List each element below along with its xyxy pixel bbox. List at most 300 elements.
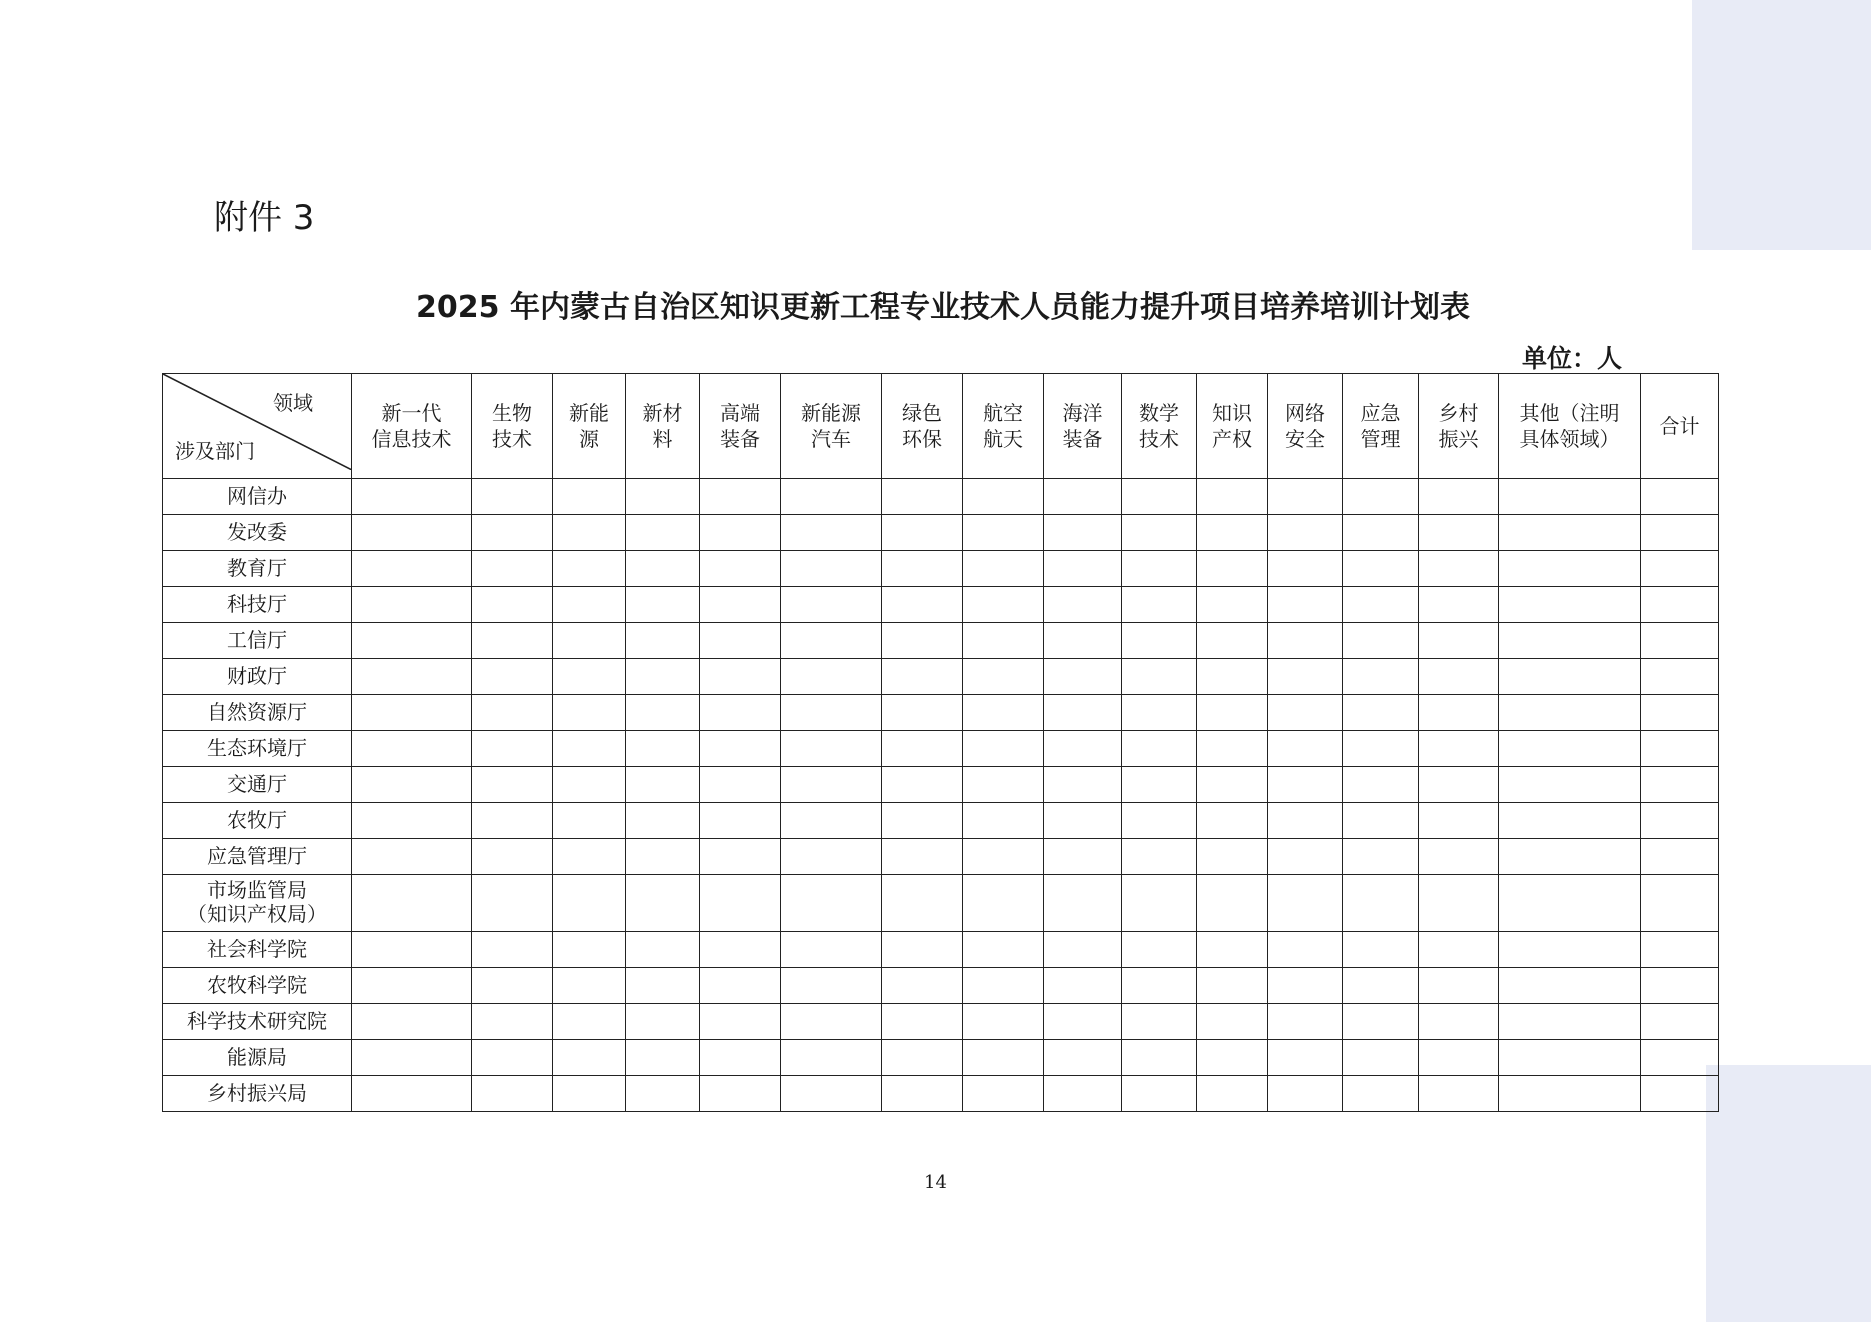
value-cell[interactable] xyxy=(1641,695,1719,731)
value-cell[interactable] xyxy=(472,839,553,875)
value-cell[interactable] xyxy=(700,479,781,515)
value-cell[interactable] xyxy=(553,1004,626,1040)
value-cell[interactable] xyxy=(1197,839,1268,875)
value-cell[interactable] xyxy=(1044,515,1122,551)
value-cell[interactable] xyxy=(1197,1004,1268,1040)
value-cell[interactable] xyxy=(1268,587,1343,623)
value-cell[interactable] xyxy=(1122,623,1197,659)
value-cell[interactable] xyxy=(1641,803,1719,839)
value-cell[interactable] xyxy=(882,803,963,839)
department-cell: 教育厅 xyxy=(163,551,352,587)
value-cell[interactable] xyxy=(963,1040,1044,1076)
value-cell[interactable] xyxy=(1499,479,1641,515)
attachment-label: 附件 3 xyxy=(214,198,315,238)
value-cell[interactable] xyxy=(352,767,472,803)
value-cell[interactable] xyxy=(1268,767,1343,803)
value-cell[interactable] xyxy=(472,515,553,551)
value-cell[interactable] xyxy=(700,623,781,659)
value-cell[interactable] xyxy=(1122,875,1197,932)
value-cell[interactable] xyxy=(1641,839,1719,875)
value-cell[interactable] xyxy=(1122,803,1197,839)
value-cell[interactable] xyxy=(352,587,472,623)
value-cell[interactable] xyxy=(882,551,963,587)
value-cell[interactable] xyxy=(1197,731,1268,767)
value-cell[interactable] xyxy=(1268,731,1343,767)
table-row xyxy=(163,1040,1719,1076)
value-cell[interactable] xyxy=(1343,695,1419,731)
value-cell[interactable] xyxy=(882,1040,963,1076)
value-cell[interactable] xyxy=(1343,515,1419,551)
value-cell[interactable] xyxy=(553,875,626,932)
value-cell[interactable] xyxy=(1641,968,1719,1004)
column-header: 新一代 信息技术 xyxy=(352,374,472,479)
value-cell[interactable] xyxy=(882,875,963,932)
value-cell[interactable] xyxy=(1641,659,1719,695)
value-cell[interactable] xyxy=(1044,695,1122,731)
value-cell[interactable] xyxy=(1499,803,1641,839)
value-cell[interactable] xyxy=(626,587,700,623)
value-cell[interactable] xyxy=(700,875,781,932)
value-cell[interactable] xyxy=(963,839,1044,875)
value-cell[interactable] xyxy=(781,1040,882,1076)
value-cell[interactable] xyxy=(1419,767,1499,803)
value-cell[interactable] xyxy=(1499,659,1641,695)
value-cell[interactable] xyxy=(963,968,1044,1004)
value-cell[interactable] xyxy=(963,803,1044,839)
table-row xyxy=(163,767,1719,803)
value-cell[interactable] xyxy=(700,731,781,767)
value-cell[interactable] xyxy=(553,551,626,587)
value-cell[interactable] xyxy=(472,767,553,803)
value-cell[interactable] xyxy=(352,695,472,731)
column-header: 合计 xyxy=(1641,374,1719,479)
value-cell[interactable] xyxy=(626,551,700,587)
value-cell[interactable] xyxy=(1343,932,1419,968)
value-cell[interactable] xyxy=(553,587,626,623)
value-cell[interactable] xyxy=(1499,1076,1641,1112)
value-cell[interactable] xyxy=(882,1004,963,1040)
value-cell[interactable] xyxy=(626,839,700,875)
value-cell[interactable] xyxy=(352,1076,472,1112)
value-cell[interactable] xyxy=(1122,839,1197,875)
value-cell[interactable] xyxy=(352,1004,472,1040)
value-cell[interactable] xyxy=(1641,587,1719,623)
value-cell[interactable] xyxy=(1419,875,1499,932)
value-cell[interactable] xyxy=(1197,659,1268,695)
value-cell[interactable] xyxy=(963,623,1044,659)
column-header: 新能源 汽车 xyxy=(781,374,882,479)
value-cell[interactable] xyxy=(472,875,553,932)
value-cell[interactable] xyxy=(781,731,882,767)
value-cell[interactable] xyxy=(1044,875,1122,932)
value-cell[interactable] xyxy=(553,932,626,968)
value-cell[interactable] xyxy=(553,479,626,515)
value-cell[interactable] xyxy=(1641,932,1719,968)
value-cell[interactable] xyxy=(781,695,882,731)
value-cell[interactable] xyxy=(1268,1004,1343,1040)
value-cell[interactable] xyxy=(1343,731,1419,767)
value-cell[interactable] xyxy=(472,1076,553,1112)
value-cell[interactable] xyxy=(472,731,553,767)
value-cell[interactable] xyxy=(352,731,472,767)
value-cell[interactable] xyxy=(553,515,626,551)
column-header: 绿色 环保 xyxy=(882,374,963,479)
department-cell: 生态环境厅 xyxy=(163,731,352,767)
value-cell[interactable] xyxy=(1268,479,1343,515)
value-cell[interactable] xyxy=(882,695,963,731)
value-cell[interactable] xyxy=(1122,932,1197,968)
value-cell[interactable] xyxy=(1419,1076,1499,1112)
value-cell[interactable] xyxy=(963,659,1044,695)
value-cell[interactable] xyxy=(1268,875,1343,932)
value-cell[interactable] xyxy=(700,932,781,968)
value-cell[interactable] xyxy=(700,659,781,695)
table-row xyxy=(163,803,1719,839)
value-cell[interactable] xyxy=(1197,932,1268,968)
column-header: 新能 源 xyxy=(553,374,626,479)
value-cell[interactable] xyxy=(626,875,700,932)
scan-shadow-bottom-right xyxy=(1706,1065,1871,1322)
value-cell[interactable] xyxy=(1641,1004,1719,1040)
value-cell[interactable] xyxy=(352,551,472,587)
value-cell[interactable] xyxy=(700,968,781,1004)
value-cell[interactable] xyxy=(781,587,882,623)
value-cell[interactable] xyxy=(700,695,781,731)
value-cell[interactable] xyxy=(472,659,553,695)
value-cell[interactable] xyxy=(1499,731,1641,767)
value-cell[interactable] xyxy=(1044,803,1122,839)
value-cell[interactable] xyxy=(626,623,700,659)
value-cell[interactable] xyxy=(781,1004,882,1040)
value-cell[interactable] xyxy=(1343,659,1419,695)
value-cell[interactable] xyxy=(472,623,553,659)
value-cell[interactable] xyxy=(1343,551,1419,587)
value-cell[interactable] xyxy=(781,1076,882,1112)
value-cell[interactable] xyxy=(1122,1040,1197,1076)
value-cell[interactable] xyxy=(352,623,472,659)
value-cell[interactable] xyxy=(626,1040,700,1076)
value-cell[interactable] xyxy=(1268,695,1343,731)
value-cell[interactable] xyxy=(781,515,882,551)
value-cell[interactable] xyxy=(472,1004,553,1040)
corner-header-cell xyxy=(163,374,352,479)
value-cell[interactable] xyxy=(1499,515,1641,551)
value-cell[interactable] xyxy=(1499,767,1641,803)
value-cell[interactable] xyxy=(1268,968,1343,1004)
value-cell[interactable] xyxy=(626,659,700,695)
value-cell[interactable] xyxy=(882,767,963,803)
value-cell[interactable] xyxy=(472,551,553,587)
value-cell[interactable] xyxy=(1122,968,1197,1004)
value-cell[interactable] xyxy=(1197,875,1268,932)
value-cell[interactable] xyxy=(1044,551,1122,587)
value-cell[interactable] xyxy=(1343,875,1419,932)
value-cell[interactable] xyxy=(882,968,963,1004)
value-cell[interactable] xyxy=(472,932,553,968)
value-cell[interactable] xyxy=(781,479,882,515)
value-cell[interactable] xyxy=(553,731,626,767)
value-cell[interactable] xyxy=(1419,515,1499,551)
value-cell[interactable] xyxy=(963,515,1044,551)
value-cell[interactable] xyxy=(963,932,1044,968)
value-cell[interactable] xyxy=(1641,875,1719,932)
table-row xyxy=(163,659,1719,695)
value-cell[interactable] xyxy=(1044,587,1122,623)
value-cell[interactable] xyxy=(1122,731,1197,767)
value-cell[interactable] xyxy=(882,1076,963,1112)
value-cell[interactable] xyxy=(963,1076,1044,1112)
value-cell[interactable] xyxy=(626,731,700,767)
value-cell[interactable] xyxy=(1197,479,1268,515)
value-cell[interactable] xyxy=(1641,731,1719,767)
value-cell[interactable] xyxy=(1499,839,1641,875)
department-cell: 农牧厅 xyxy=(163,803,352,839)
value-cell[interactable] xyxy=(1268,623,1343,659)
value-cell[interactable] xyxy=(1044,968,1122,1004)
value-cell[interactable] xyxy=(553,803,626,839)
value-cell[interactable] xyxy=(626,1076,700,1112)
value-cell[interactable] xyxy=(1197,587,1268,623)
department-cell: 自然资源厅 xyxy=(163,695,352,731)
value-cell[interactable] xyxy=(781,623,882,659)
value-cell[interactable] xyxy=(1641,515,1719,551)
value-cell[interactable] xyxy=(781,659,882,695)
value-cell[interactable] xyxy=(352,659,472,695)
value-cell[interactable] xyxy=(1343,1004,1419,1040)
value-cell[interactable] xyxy=(1499,587,1641,623)
value-cell[interactable] xyxy=(1122,515,1197,551)
value-cell[interactable] xyxy=(700,1004,781,1040)
value-cell[interactable] xyxy=(882,623,963,659)
value-cell[interactable] xyxy=(882,479,963,515)
value-cell[interactable] xyxy=(553,623,626,659)
value-cell[interactable] xyxy=(1268,659,1343,695)
value-cell[interactable] xyxy=(1419,1004,1499,1040)
value-cell[interactable] xyxy=(1122,1004,1197,1040)
value-cell[interactable] xyxy=(352,515,472,551)
value-cell[interactable] xyxy=(553,767,626,803)
value-cell[interactable] xyxy=(963,767,1044,803)
value-cell[interactable] xyxy=(882,839,963,875)
value-cell[interactable] xyxy=(963,1004,1044,1040)
value-cell[interactable] xyxy=(1044,1076,1122,1112)
value-cell[interactable] xyxy=(1419,551,1499,587)
value-cell[interactable] xyxy=(1044,932,1122,968)
value-cell[interactable] xyxy=(963,695,1044,731)
value-cell[interactable] xyxy=(1499,551,1641,587)
value-cell[interactable] xyxy=(1197,623,1268,659)
value-cell[interactable] xyxy=(1641,623,1719,659)
value-cell[interactable] xyxy=(1343,587,1419,623)
value-cell[interactable] xyxy=(1122,1076,1197,1112)
value-cell[interactable] xyxy=(1268,1040,1343,1076)
value-cell[interactable] xyxy=(1419,479,1499,515)
value-cell[interactable] xyxy=(781,968,882,1004)
value-cell[interactable] xyxy=(472,1040,553,1076)
unit-label: 单位：人 xyxy=(1522,344,1623,373)
value-cell[interactable] xyxy=(1044,623,1122,659)
value-cell[interactable] xyxy=(1197,1040,1268,1076)
value-cell[interactable] xyxy=(352,803,472,839)
value-cell[interactable] xyxy=(352,968,472,1004)
value-cell[interactable] xyxy=(1343,968,1419,1004)
value-cell[interactable] xyxy=(1122,695,1197,731)
value-cell[interactable] xyxy=(352,839,472,875)
value-cell[interactable] xyxy=(882,731,963,767)
column-header: 新材 料 xyxy=(626,374,700,479)
value-cell[interactable] xyxy=(1641,767,1719,803)
value-cell[interactable] xyxy=(1197,803,1268,839)
value-cell[interactable] xyxy=(1419,932,1499,968)
value-cell[interactable] xyxy=(1044,767,1122,803)
value-cell[interactable] xyxy=(882,932,963,968)
value-cell[interactable] xyxy=(1499,1040,1641,1076)
value-cell[interactable] xyxy=(1499,623,1641,659)
table-row xyxy=(163,515,1719,551)
value-cell[interactable] xyxy=(700,587,781,623)
value-cell[interactable] xyxy=(1641,1076,1719,1112)
value-cell[interactable] xyxy=(1419,1040,1499,1076)
department-cell: 交通厅 xyxy=(163,767,352,803)
value-cell[interactable] xyxy=(1122,767,1197,803)
table-row xyxy=(163,587,1719,623)
value-cell[interactable] xyxy=(1641,479,1719,515)
value-cell[interactable] xyxy=(1197,1076,1268,1112)
value-cell[interactable] xyxy=(1641,1040,1719,1076)
value-cell[interactable] xyxy=(781,839,882,875)
value-cell[interactable] xyxy=(626,695,700,731)
value-cell[interactable] xyxy=(1044,839,1122,875)
value-cell[interactable] xyxy=(352,932,472,968)
value-cell[interactable] xyxy=(1197,767,1268,803)
value-cell[interactable] xyxy=(963,479,1044,515)
value-cell[interactable] xyxy=(1499,695,1641,731)
table-row xyxy=(163,875,1719,932)
value-cell[interactable] xyxy=(1499,875,1641,932)
value-cell[interactable] xyxy=(626,932,700,968)
value-cell[interactable] xyxy=(626,515,700,551)
value-cell[interactable] xyxy=(1343,1040,1419,1076)
value-cell[interactable] xyxy=(1343,767,1419,803)
value-cell[interactable] xyxy=(1268,515,1343,551)
department-cell: 科学技术研究院 xyxy=(163,1004,352,1040)
value-cell[interactable] xyxy=(1419,803,1499,839)
value-cell[interactable] xyxy=(1268,839,1343,875)
value-cell[interactable] xyxy=(1268,551,1343,587)
value-cell[interactable] xyxy=(700,839,781,875)
value-cell[interactable] xyxy=(352,1040,472,1076)
value-cell[interactable] xyxy=(1044,659,1122,695)
value-cell[interactable] xyxy=(1343,479,1419,515)
value-cell[interactable] xyxy=(781,932,882,968)
value-cell[interactable] xyxy=(553,659,626,695)
value-cell[interactable] xyxy=(1122,551,1197,587)
value-cell[interactable] xyxy=(963,551,1044,587)
value-cell[interactable] xyxy=(1197,551,1268,587)
value-cell[interactable] xyxy=(963,587,1044,623)
value-cell[interactable] xyxy=(553,839,626,875)
value-cell[interactable] xyxy=(472,803,553,839)
value-cell[interactable] xyxy=(882,515,963,551)
value-cell[interactable] xyxy=(1419,659,1499,695)
table-row xyxy=(163,731,1719,767)
value-cell[interactable] xyxy=(1197,968,1268,1004)
value-cell[interactable] xyxy=(1044,479,1122,515)
value-cell[interactable] xyxy=(700,515,781,551)
value-cell[interactable] xyxy=(1044,1004,1122,1040)
value-cell[interactable] xyxy=(781,875,882,932)
value-cell[interactable] xyxy=(781,767,882,803)
value-cell[interactable] xyxy=(1499,932,1641,968)
value-cell[interactable] xyxy=(1419,623,1499,659)
value-cell[interactable] xyxy=(1499,968,1641,1004)
value-cell[interactable] xyxy=(1499,1004,1641,1040)
value-cell[interactable] xyxy=(626,1004,700,1040)
value-cell[interactable] xyxy=(553,968,626,1004)
value-cell[interactable] xyxy=(626,968,700,1004)
value-cell[interactable] xyxy=(963,731,1044,767)
value-cell[interactable] xyxy=(626,767,700,803)
value-cell[interactable] xyxy=(553,1040,626,1076)
value-cell[interactable] xyxy=(1641,551,1719,587)
value-cell[interactable] xyxy=(1044,731,1122,767)
value-cell[interactable] xyxy=(700,551,781,587)
table-row xyxy=(163,1076,1719,1112)
value-cell[interactable] xyxy=(472,587,553,623)
value-cell[interactable] xyxy=(1122,479,1197,515)
value-cell[interactable] xyxy=(1419,968,1499,1004)
value-cell[interactable] xyxy=(1343,623,1419,659)
value-cell[interactable] xyxy=(352,875,472,932)
value-cell[interactable] xyxy=(1419,731,1499,767)
value-cell[interactable] xyxy=(352,479,472,515)
value-cell[interactable] xyxy=(1419,587,1499,623)
value-cell[interactable] xyxy=(553,695,626,731)
value-cell[interactable] xyxy=(1044,1040,1122,1076)
value-cell[interactable] xyxy=(700,1040,781,1076)
value-cell[interactable] xyxy=(700,1076,781,1112)
value-cell[interactable] xyxy=(1268,932,1343,968)
value-cell[interactable] xyxy=(1122,587,1197,623)
value-cell[interactable] xyxy=(882,587,963,623)
value-cell[interactable] xyxy=(1343,1076,1419,1112)
value-cell[interactable] xyxy=(1419,839,1499,875)
value-cell[interactable] xyxy=(882,659,963,695)
value-cell[interactable] xyxy=(1343,839,1419,875)
value-cell[interactable] xyxy=(626,803,700,839)
value-cell[interactable] xyxy=(1268,803,1343,839)
value-cell[interactable] xyxy=(1122,659,1197,695)
value-cell[interactable] xyxy=(472,479,553,515)
value-cell[interactable] xyxy=(553,1076,626,1112)
training-plan-table xyxy=(162,373,1719,1112)
value-cell[interactable] xyxy=(781,803,882,839)
value-cell[interactable] xyxy=(472,695,553,731)
value-cell[interactable] xyxy=(963,875,1044,932)
value-cell[interactable] xyxy=(1343,803,1419,839)
column-header: 乡村 振兴 xyxy=(1419,374,1499,479)
value-cell[interactable] xyxy=(1268,1076,1343,1112)
value-cell[interactable] xyxy=(700,767,781,803)
department-cell: 乡村振兴局 xyxy=(163,1076,352,1112)
value-cell[interactable] xyxy=(1197,695,1268,731)
value-cell[interactable] xyxy=(472,968,553,1004)
value-cell[interactable] xyxy=(1419,695,1499,731)
value-cell[interactable] xyxy=(1197,515,1268,551)
value-cell[interactable] xyxy=(700,803,781,839)
value-cell[interactable] xyxy=(781,551,882,587)
value-cell[interactable] xyxy=(626,479,700,515)
